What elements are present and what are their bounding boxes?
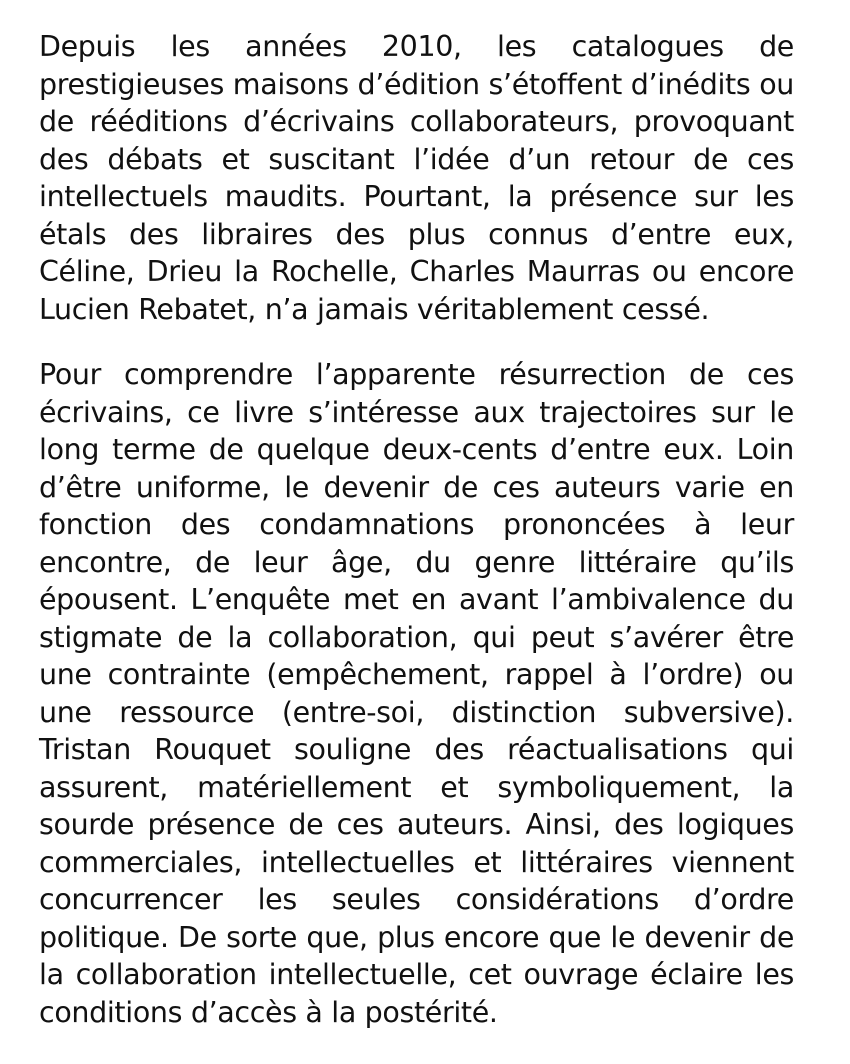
paragraph-summary: Pour comprendre l’apparente résurrection de ces écrivains, ce livre s’intéresse aux trajectoires sur le long terme de quelque deux-cents d’entre eux. Loin d’être uniforme, le devenir de ces auteurs varie en fonction des condamnations prononcées à leur encontre, de leur âge, du genre littéraire qu’ils épousent. L’enquête met en avant l’ambivalence du stigmate de la collaboration, qui peut s’avérer être une contrainte (empêchement, rappel à l’ordre) ou une ressource (entre-soi, distinction subversive). Tristan Rouquet souligne des réactualisations qui assurent, matériellement et symboliquement, la sourde présence de ces auteurs. Ainsi, des logiques commerciales, intellectuelles et littéraires viennent concurrencer les seules considérations d’ordre politique. De sorte que, plus encore que le devenir de la collaboration intellectuelle, cet ouvrage éclaire les conditions d’accès à la postérité. xyxy=(39,358,794,1029)
book-description xyxy=(39,28,794,1031)
paragraph-intro: Depuis les années 2010, les catalogues de prestigieuses maisons d’édition s’étoffent d’inédits ou de rééditions d’écrivains collaborateurs, provoquant des débats et suscitant l’idée d’un retour de ces intellectuels maudits. Pourtant, la présence sur les étals des libraires des plus connus d’entre eux, Céline, Drieu la Rochelle, Charles Maurras ou encore Lucien Rebatet, n’a jamais véritablement cessé. xyxy=(39,30,794,326)
